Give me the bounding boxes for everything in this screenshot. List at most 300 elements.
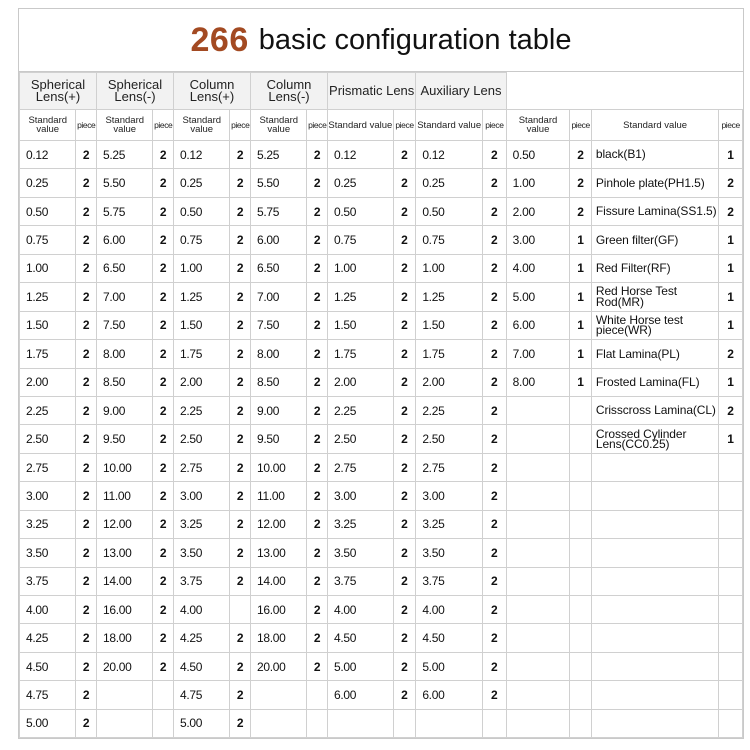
standard-value-cell: 4.75 <box>174 681 230 709</box>
standard-value-cell: 0.50 <box>416 197 483 225</box>
standard-value-cell: 2.00 <box>506 197 570 225</box>
table-row <box>20 709 743 737</box>
standard-value-cell: 3.50 <box>20 539 76 567</box>
table-row <box>20 453 743 481</box>
piece-count-cell: 2 <box>153 396 174 424</box>
piece-count-cell: 2 <box>393 169 416 197</box>
standard-value-cell: 1.00 <box>174 254 230 282</box>
title-bar <box>19 9 743 72</box>
standard-value-cell: 1.75 <box>174 340 230 368</box>
standard-value-cell: 5.00 <box>416 652 483 680</box>
standard-value-cell: 10.00 <box>97 453 153 481</box>
standard-value-cell: 0.25 <box>174 169 230 197</box>
piece-count-cell: 2 <box>230 254 251 282</box>
standard-value-cell: 1.75 <box>328 340 394 368</box>
standard-value-cell: 0.75 <box>174 226 230 254</box>
piece-count-cell: 2 <box>393 482 416 510</box>
table-row <box>20 567 743 595</box>
piece-count-cell: 2 <box>393 624 416 652</box>
auxiliary-lens-name-cell: Green filter(GF) <box>591 226 718 254</box>
standard-value-cell: 12.00 <box>97 510 153 538</box>
standard-value-cell: 3.50 <box>328 539 394 567</box>
standard-value-cell <box>506 510 570 538</box>
table-row <box>20 169 743 197</box>
auxiliary-lens-name-cell: Red Filter(RF) <box>591 254 718 282</box>
piece-count-cell: 1 <box>719 226 743 254</box>
standard-value-cell: 4.25 <box>174 624 230 652</box>
piece-count-cell: 2 <box>76 169 97 197</box>
piece-count-cell: 2 <box>153 311 174 339</box>
standard-value-cell: 4.00 <box>416 596 483 624</box>
piece-count-cell: 2 <box>230 283 251 311</box>
standard-value-cell <box>506 652 570 680</box>
auxiliary-lens-name-cell <box>591 709 718 737</box>
standard-value-cell: 9.50 <box>251 425 307 453</box>
standard-value-cell: 1.25 <box>328 283 394 311</box>
piece-count-cell: 2 <box>76 141 97 169</box>
subheader-standard-value: Standard value <box>97 110 153 141</box>
standard-value-cell: 2.50 <box>174 425 230 453</box>
piece-count-cell: 2 <box>76 283 97 311</box>
piece-count-cell: 1 <box>719 368 743 396</box>
piece-count-cell: 2 <box>76 652 97 680</box>
piece-count-cell: 1 <box>719 425 743 453</box>
piece-count-cell: 2 <box>76 254 97 282</box>
piece-count-cell: 2 <box>153 539 174 567</box>
standard-value-cell: 0.75 <box>416 226 483 254</box>
piece-count-cell: 1 <box>570 283 592 311</box>
piece-count-cell: 2 <box>76 425 97 453</box>
piece-count-cell: 2 <box>393 510 416 538</box>
standard-value-cell: 13.00 <box>251 539 307 567</box>
piece-count-cell: 2 <box>570 169 592 197</box>
standard-value-cell: 2.25 <box>174 396 230 424</box>
standard-value-cell: 2.50 <box>328 425 394 453</box>
standard-value-cell: 3.00 <box>416 482 483 510</box>
standard-value-cell: 4.50 <box>416 624 483 652</box>
piece-count-cell <box>570 709 592 737</box>
auxiliary-lens-name-cell <box>591 652 718 680</box>
table-row <box>20 283 743 311</box>
piece-count-cell: 1 <box>570 340 592 368</box>
standard-value-cell: 4.00 <box>506 254 570 282</box>
piece-count-cell <box>719 681 743 709</box>
standard-value-cell: 0.75 <box>328 226 394 254</box>
piece-count-cell: 2 <box>76 624 97 652</box>
standard-value-cell: 2.75 <box>174 453 230 481</box>
standard-value-cell: 5.00 <box>20 709 76 737</box>
piece-count-cell: 2 <box>483 169 507 197</box>
standard-value-cell: 3.00 <box>174 482 230 510</box>
auxiliary-lens-name-cell <box>591 510 718 538</box>
piece-count-cell: 2 <box>307 624 328 652</box>
standard-value-cell <box>506 482 570 510</box>
piece-count-cell: 2 <box>76 340 97 368</box>
piece-count-cell <box>570 567 592 595</box>
standard-value-cell: 3.25 <box>20 510 76 538</box>
standard-value-cell <box>506 681 570 709</box>
piece-count-cell: 2 <box>307 652 328 680</box>
group-header-prismatic: Prismatic Lens <box>328 73 416 110</box>
piece-count-cell <box>570 652 592 680</box>
standard-value-cell: 2.75 <box>328 453 394 481</box>
piece-count-cell: 2 <box>483 652 507 680</box>
piece-count-cell: 2 <box>153 197 174 225</box>
piece-count-cell: 2 <box>230 226 251 254</box>
piece-count-cell: 2 <box>307 482 328 510</box>
standard-value-cell: 2.25 <box>416 396 483 424</box>
piece-count-cell: 2 <box>153 425 174 453</box>
table-row <box>20 368 743 396</box>
piece-count-cell: 1 <box>570 311 592 339</box>
standard-value-cell: 6.00 <box>328 681 394 709</box>
standard-value-cell: 16.00 <box>97 596 153 624</box>
piece-count-cell: 2 <box>719 197 743 225</box>
piece-count-cell: 2 <box>230 681 251 709</box>
piece-count-cell: 2 <box>230 340 251 368</box>
subheader-standard-value: Standard value <box>20 110 76 141</box>
standard-value-cell: 20.00 <box>97 652 153 680</box>
subheader-standard-value: Standard value <box>506 110 570 141</box>
standard-value-cell: 3.25 <box>416 510 483 538</box>
standard-value-cell: 2.00 <box>416 368 483 396</box>
standard-value-cell: 3.50 <box>174 539 230 567</box>
table-row <box>20 596 743 624</box>
piece-count-cell: 2 <box>307 567 328 595</box>
piece-count-cell <box>570 539 592 567</box>
standard-value-cell: 11.00 <box>97 482 153 510</box>
piece-count-cell: 2 <box>76 482 97 510</box>
standard-value-cell <box>328 709 394 737</box>
standard-value-cell <box>506 396 570 424</box>
piece-count-cell: 2 <box>307 510 328 538</box>
standard-value-cell: 0.50 <box>20 197 76 225</box>
table-row <box>20 226 743 254</box>
standard-value-cell <box>97 709 153 737</box>
piece-count-cell: 2 <box>76 368 97 396</box>
standard-value-cell <box>506 539 570 567</box>
standard-value-cell: 1.50 <box>174 311 230 339</box>
table-row <box>20 197 743 225</box>
piece-count-cell <box>719 482 743 510</box>
standard-value-cell <box>506 453 570 481</box>
standard-value-cell: 0.50 <box>174 197 230 225</box>
piece-count-cell: 2 <box>483 681 507 709</box>
table-row <box>20 254 743 282</box>
standard-value-cell: 7.00 <box>251 283 307 311</box>
piece-count-cell <box>230 596 251 624</box>
standard-value-cell: 1.50 <box>20 311 76 339</box>
standard-value-cell: 6.00 <box>506 311 570 339</box>
piece-count-cell: 2 <box>483 254 507 282</box>
piece-count-cell: 2 <box>307 425 328 453</box>
piece-count-cell <box>570 482 592 510</box>
group-header-spherical-minus: Spherical Lens(-) <box>97 73 174 110</box>
piece-count-cell: 2 <box>307 340 328 368</box>
piece-count-cell: 2 <box>307 283 328 311</box>
standard-value-cell: 3.00 <box>20 482 76 510</box>
piece-count-cell: 2 <box>76 510 97 538</box>
auxiliary-lens-name-cell: White Horse test piece(WR) <box>591 311 718 339</box>
standard-value-cell: 4.50 <box>174 652 230 680</box>
auxiliary-lens-name-cell <box>591 567 718 595</box>
subheader-piece: piece <box>570 110 592 141</box>
standard-value-cell: 3.50 <box>416 539 483 567</box>
piece-count-cell: 2 <box>153 368 174 396</box>
group-header-spherical-plus: Spherical Lens(+) <box>20 73 97 110</box>
standard-value-cell: 1.00 <box>416 254 483 282</box>
auxiliary-lens-name-cell: Fissure Lamina(SS1.5) <box>591 197 718 225</box>
piece-count-cell: 2 <box>153 226 174 254</box>
standard-value-cell: 2.00 <box>328 368 394 396</box>
standard-value-cell: 3.75 <box>174 567 230 595</box>
piece-count-cell: 1 <box>570 254 592 282</box>
piece-count-cell: 2 <box>307 596 328 624</box>
piece-count-cell <box>719 709 743 737</box>
piece-count-cell: 2 <box>719 396 743 424</box>
table-row <box>20 340 743 368</box>
standard-value-cell: 6.00 <box>97 226 153 254</box>
piece-count-cell: 2 <box>153 652 174 680</box>
piece-count-cell: 1 <box>719 311 743 339</box>
standard-value-cell: 3.75 <box>328 567 394 595</box>
standard-value-cell: 5.50 <box>251 169 307 197</box>
standard-value-cell: 9.00 <box>97 396 153 424</box>
standard-value-cell: 0.25 <box>328 169 394 197</box>
piece-count-cell: 2 <box>230 197 251 225</box>
subheader-standard-value: Standard value <box>328 110 394 141</box>
subheader-piece: piece <box>153 110 174 141</box>
standard-value-cell: 1.75 <box>20 340 76 368</box>
piece-count-cell: 2 <box>393 226 416 254</box>
piece-count-cell: 2 <box>153 596 174 624</box>
standard-value-cell: 1.25 <box>174 283 230 311</box>
standard-value-cell: 1.25 <box>416 283 483 311</box>
standard-value-cell: 1.00 <box>506 169 570 197</box>
auxiliary-lens-name-cell <box>591 539 718 567</box>
standard-value-cell: 7.00 <box>506 340 570 368</box>
configuration-table-container <box>18 8 744 739</box>
piece-count-cell <box>570 624 592 652</box>
piece-count-cell: 2 <box>307 169 328 197</box>
piece-count-cell: 2 <box>307 453 328 481</box>
standard-value-cell: 9.00 <box>251 396 307 424</box>
standard-value-cell: 2.00 <box>174 368 230 396</box>
standard-value-cell: 5.75 <box>97 197 153 225</box>
standard-value-cell: 4.50 <box>20 652 76 680</box>
group-header-column-minus: Column Lens(-) <box>251 73 328 110</box>
piece-count-cell: 2 <box>719 340 743 368</box>
piece-count-cell: 2 <box>230 510 251 538</box>
standard-value-cell: 16.00 <box>251 596 307 624</box>
standard-value-cell: 0.25 <box>416 169 483 197</box>
standard-value-cell: 0.25 <box>20 169 76 197</box>
standard-value-cell: 2.25 <box>20 396 76 424</box>
piece-count-cell: 2 <box>153 453 174 481</box>
standard-value-cell <box>506 596 570 624</box>
piece-count-cell: 2 <box>76 226 97 254</box>
piece-count-cell: 2 <box>230 624 251 652</box>
standard-value-cell: 20.00 <box>251 652 307 680</box>
piece-count-cell <box>570 425 592 453</box>
piece-count-cell <box>307 681 328 709</box>
standard-value-cell: 14.00 <box>97 567 153 595</box>
piece-count-cell <box>719 567 743 595</box>
piece-count-cell: 2 <box>393 197 416 225</box>
piece-count-cell <box>570 396 592 424</box>
piece-count-cell: 2 <box>393 254 416 282</box>
standard-value-cell: 9.50 <box>97 425 153 453</box>
standard-value-cell <box>251 709 307 737</box>
piece-count-cell: 2 <box>230 141 251 169</box>
piece-count-cell: 2 <box>483 453 507 481</box>
table-row <box>20 141 743 169</box>
piece-count-cell: 2 <box>153 141 174 169</box>
standard-value-cell: 5.75 <box>251 197 307 225</box>
piece-count-cell: 1 <box>719 141 743 169</box>
table-row <box>20 652 743 680</box>
standard-value-cell: 0.50 <box>328 197 394 225</box>
standard-value-cell: 18.00 <box>251 624 307 652</box>
standard-value-cell: 6.00 <box>251 226 307 254</box>
piece-count-cell: 2 <box>393 453 416 481</box>
standard-value-cell: 1.25 <box>20 283 76 311</box>
standard-value-cell: 0.12 <box>328 141 394 169</box>
standard-value-cell: 3.00 <box>328 482 394 510</box>
standard-value-cell: 5.00 <box>328 652 394 680</box>
auxiliary-lens-name-cell <box>591 681 718 709</box>
table-row <box>20 681 743 709</box>
standard-value-cell <box>506 567 570 595</box>
piece-count-cell: 2 <box>76 197 97 225</box>
standard-value-cell <box>506 624 570 652</box>
subheader-piece: piece <box>230 110 251 141</box>
piece-count-cell: 2 <box>230 453 251 481</box>
piece-count-cell: 1 <box>719 254 743 282</box>
standard-value-cell: 4.00 <box>174 596 230 624</box>
piece-count-cell <box>153 709 174 737</box>
piece-count-cell <box>307 709 328 737</box>
auxiliary-lens-name-cell <box>591 624 718 652</box>
standard-value-cell: 3.75 <box>416 567 483 595</box>
table-row <box>20 311 743 339</box>
piece-count-cell <box>570 510 592 538</box>
piece-count-cell: 2 <box>230 169 251 197</box>
piece-count-cell: 2 <box>153 567 174 595</box>
standard-value-cell: 4.25 <box>20 624 76 652</box>
standard-value-cell: 7.50 <box>251 311 307 339</box>
piece-count-cell: 2 <box>230 311 251 339</box>
subheader-piece: piece <box>719 110 743 141</box>
standard-value-cell <box>506 425 570 453</box>
standard-value-cell <box>506 709 570 737</box>
standard-value-cell <box>97 681 153 709</box>
subheader-piece: piece <box>76 110 97 141</box>
standard-value-cell: 0.12 <box>20 141 76 169</box>
standard-value-cell: 7.00 <box>97 283 153 311</box>
piece-count-cell: 2 <box>393 368 416 396</box>
piece-count-cell: 2 <box>153 254 174 282</box>
auxiliary-lens-name-cell: Red Horse Test Rod(MR) <box>591 283 718 311</box>
piece-count-cell: 2 <box>230 368 251 396</box>
standard-value-cell: 18.00 <box>97 624 153 652</box>
piece-count-cell: 2 <box>393 567 416 595</box>
auxiliary-lens-name-cell: Flat Lamina(PL) <box>591 340 718 368</box>
standard-value-cell: 1.50 <box>328 311 394 339</box>
standard-value-cell: 8.50 <box>251 368 307 396</box>
auxiliary-lens-name-cell: Crossed Cylinder Lens(CC0.25) <box>591 425 718 453</box>
piece-count-cell: 2 <box>307 368 328 396</box>
piece-count-cell: 2 <box>307 141 328 169</box>
standard-value-cell <box>251 681 307 709</box>
piece-count-cell: 2 <box>483 197 507 225</box>
title-text: basic configuration table <box>258 23 572 56</box>
piece-count-cell: 2 <box>393 539 416 567</box>
piece-count-cell: 2 <box>393 652 416 680</box>
standard-value-cell: 0.12 <box>174 141 230 169</box>
standard-value-cell: 12.00 <box>251 510 307 538</box>
standard-value-cell: 8.00 <box>97 340 153 368</box>
standard-value-cell: 2.25 <box>328 396 394 424</box>
table-row <box>20 425 743 453</box>
piece-count-cell: 2 <box>483 425 507 453</box>
table-row <box>20 539 743 567</box>
piece-count-cell <box>393 709 416 737</box>
piece-count-cell: 2 <box>230 396 251 424</box>
piece-count-cell: 2 <box>393 141 416 169</box>
piece-count-cell <box>483 709 507 737</box>
piece-count-cell: 2 <box>483 368 507 396</box>
piece-count-cell: 2 <box>719 169 743 197</box>
standard-value-cell: 1.75 <box>416 340 483 368</box>
table-row <box>20 624 743 652</box>
piece-count-cell <box>719 596 743 624</box>
piece-count-cell: 2 <box>307 254 328 282</box>
auxiliary-lens-name-cell: Frosted Lamina(FL) <box>591 368 718 396</box>
piece-count-cell: 2 <box>570 141 592 169</box>
piece-count-cell: 2 <box>76 709 97 737</box>
piece-count-cell: 2 <box>230 425 251 453</box>
group-header-column-plus: Column Lens(+) <box>174 73 251 110</box>
standard-value-cell: 4.00 <box>328 596 394 624</box>
piece-count-cell: 2 <box>393 681 416 709</box>
piece-count-cell: 2 <box>483 311 507 339</box>
standard-value-cell: 4.00 <box>20 596 76 624</box>
subheader-piece: piece <box>483 110 507 141</box>
subheader-row <box>20 110 743 141</box>
piece-count-cell: 2 <box>230 709 251 737</box>
standard-value-cell: 10.00 <box>251 453 307 481</box>
subheader-standard-value: Standard value <box>251 110 307 141</box>
group-header-row <box>20 73 743 110</box>
standard-value-cell: 5.50 <box>97 169 153 197</box>
piece-count-cell: 1 <box>570 226 592 254</box>
subheader-standard-value: Standard value <box>416 110 483 141</box>
piece-count-cell: 2 <box>307 197 328 225</box>
standard-value-cell: 5.00 <box>174 709 230 737</box>
piece-count-cell: 2 <box>393 396 416 424</box>
standard-value-cell: 6.50 <box>251 254 307 282</box>
piece-count-cell: 2 <box>393 311 416 339</box>
piece-count-cell: 2 <box>483 539 507 567</box>
piece-count-cell: 2 <box>76 453 97 481</box>
standard-value-cell: 0.12 <box>416 141 483 169</box>
piece-count-cell: 1 <box>570 368 592 396</box>
piece-count-cell: 2 <box>483 624 507 652</box>
auxiliary-lens-name-cell <box>591 482 718 510</box>
standard-value-cell: 7.50 <box>97 311 153 339</box>
standard-value-cell: 11.00 <box>251 482 307 510</box>
